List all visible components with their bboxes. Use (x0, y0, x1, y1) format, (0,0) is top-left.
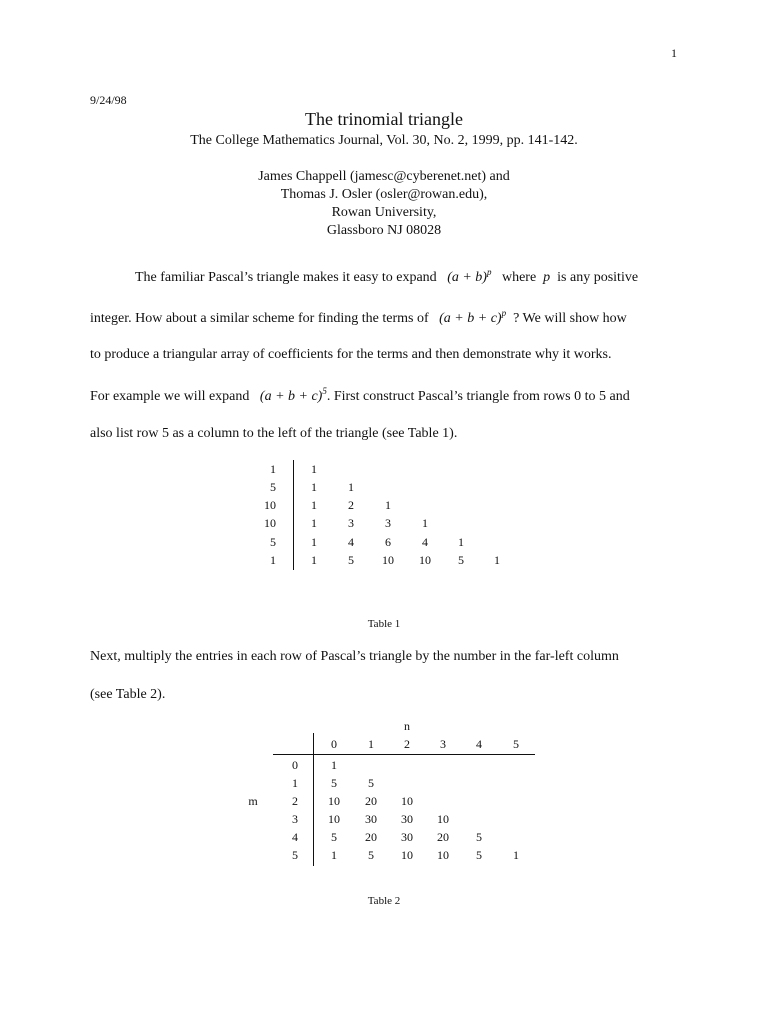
table-2-cell: 10 (328, 794, 340, 808)
table-1-cell: 1 (422, 516, 428, 530)
table-2-cell: 1 (513, 848, 519, 862)
table-1-cell: 4 (348, 535, 354, 549)
table-1-cell: 2 (348, 498, 354, 512)
table-1-cell: 6 (385, 535, 391, 549)
text-run: The familiar Pascal’s triangle makes it easy to expand (135, 270, 437, 285)
table-2-col-header: 3 (440, 737, 446, 751)
table-1-cell: 1 (311, 553, 317, 567)
text-run: is any positive (557, 270, 639, 285)
table-1-cell: 1 (348, 480, 354, 494)
text-run: integer. How about a similar scheme for finding the terms of (90, 311, 429, 326)
table-1-left-cell: 5 (270, 535, 276, 549)
table-1-left-cell: 1 (270, 553, 276, 567)
table-1-divider (293, 460, 294, 570)
table-2-cell: 5 (476, 830, 482, 844)
table-2-cell: 1 (331, 758, 337, 772)
table-2-cell: 5 (368, 776, 374, 790)
table-1-left-cell: 10 (264, 498, 276, 512)
table-2-col-header: 5 (513, 737, 519, 751)
table-1-cell: 10 (382, 553, 394, 567)
table-2-cell: 30 (401, 830, 413, 844)
table-2-cell: 5 (331, 830, 337, 844)
table-2-cell: 10 (437, 848, 449, 862)
author-address: Glassboro NJ 08028 (326, 223, 442, 238)
table-1-cell: 5 (348, 553, 354, 567)
author-line-2: Thomas J. Osler (osler@rowan.edu), (280, 187, 488, 202)
text-run: . First construct Pascal’s triangle from rows 0 to 5 and (326, 389, 630, 404)
math-base: (a + b + c) (259, 389, 323, 404)
table-1-left-cell: 5 (270, 480, 276, 494)
table-2-col-header: 1 (368, 737, 374, 751)
table-2-cell: 1 (331, 848, 337, 862)
journal-citation: The College Mathematics Journal, Vol. 30, No. 2, 1999, pp. 141-142. (190, 133, 578, 148)
table-1-cell: 1 (311, 480, 317, 494)
table-1-cell: 5 (458, 553, 464, 567)
paragraph-line-7: (see Table 2). (90, 687, 166, 702)
page-number: 1 (671, 46, 677, 60)
table-2-cell: 20 (365, 830, 377, 844)
table-1-cell: 3 (348, 516, 354, 530)
table-2-row-axis-label: m (248, 794, 258, 808)
math-base: (a + b + c) (439, 311, 502, 326)
table-1-caption: Table 1 (367, 618, 401, 630)
table-1-left-cell: 10 (264, 516, 276, 530)
text-run: ? We will show how (513, 311, 627, 326)
math-exponent: p (501, 308, 507, 318)
table-2-cell: 5 (331, 776, 337, 790)
author-affiliation: Rowan University, (331, 205, 437, 220)
paragraph-line-4 (90, 386, 630, 405)
math-exponent: 5 (322, 386, 327, 396)
table-2-col-header: 4 (476, 737, 482, 751)
document-date: 9/24/98 (90, 93, 127, 107)
paragraph-line-1 (135, 267, 638, 286)
table-2-cell: 10 (401, 848, 413, 862)
text-run: where (501, 270, 537, 285)
paragraph-line-5: also list row 5 as a column to the left of the triangle (see Table 1). (90, 426, 458, 441)
table-2-row-header: 0 (292, 758, 298, 772)
table-1-cell: 1 (385, 498, 391, 512)
table-2-caption: Table 2 (367, 895, 401, 907)
text-run: For example we will expand (90, 389, 250, 404)
table-2-cell: 30 (401, 812, 413, 826)
math-expression (447, 267, 492, 285)
table-2-col-axis-label: n (404, 719, 410, 733)
table-1-cell: 1 (311, 516, 317, 530)
table-2-divider (313, 733, 314, 866)
table-2-col-header: 0 (331, 737, 337, 751)
math-base: (a + b) (447, 270, 487, 285)
table-2-col-header: 2 (404, 737, 410, 751)
math-expression (439, 308, 507, 326)
table-2-cell: 5 (476, 848, 482, 862)
author-line-1: James Chappell (jamesc@cyberenet.net) and (258, 169, 510, 184)
table-1-cell: 4 (422, 535, 428, 549)
table-1-cell: 1 (494, 553, 500, 567)
table-2-row-header: 2 (292, 794, 298, 808)
table-2-cell: 20 (365, 794, 377, 808)
table-2-row-header: 5 (292, 848, 298, 862)
table-1-cell: 1 (311, 462, 317, 476)
table-1-cell: 3 (385, 516, 391, 530)
table-2-row-header: 4 (292, 830, 298, 844)
paragraph-line-3: to produce a triangular array of coefficients for the terms and then demonstrate why it works. (90, 347, 612, 362)
table-2-cell: 10 (328, 812, 340, 826)
table-2-row-header: 1 (292, 776, 298, 790)
table-1-cell: 1 (311, 535, 317, 549)
math-exponent: p (486, 267, 492, 277)
table-2-cell: 10 (437, 812, 449, 826)
math-variable: p (543, 270, 551, 285)
math-expression (259, 386, 327, 404)
paragraph-line-6: Next, multiply the entries in each row of Pascal’s triangle by the number in the far-left column (90, 649, 619, 664)
table-2-cell: 10 (401, 794, 413, 808)
table-1-left-cell: 1 (270, 462, 276, 476)
table-2-cell: 20 (437, 830, 449, 844)
table-1-cell: 10 (419, 553, 431, 567)
table-2-cell: 5 (368, 848, 374, 862)
table-1-cell: 1 (458, 535, 464, 549)
page-title: The trinomial triangle (305, 109, 463, 129)
table-1-cell: 1 (311, 498, 317, 512)
paragraph-line-2 (90, 308, 627, 327)
table-2-cell: 30 (365, 812, 377, 826)
table-2-row-header: 3 (292, 812, 298, 826)
